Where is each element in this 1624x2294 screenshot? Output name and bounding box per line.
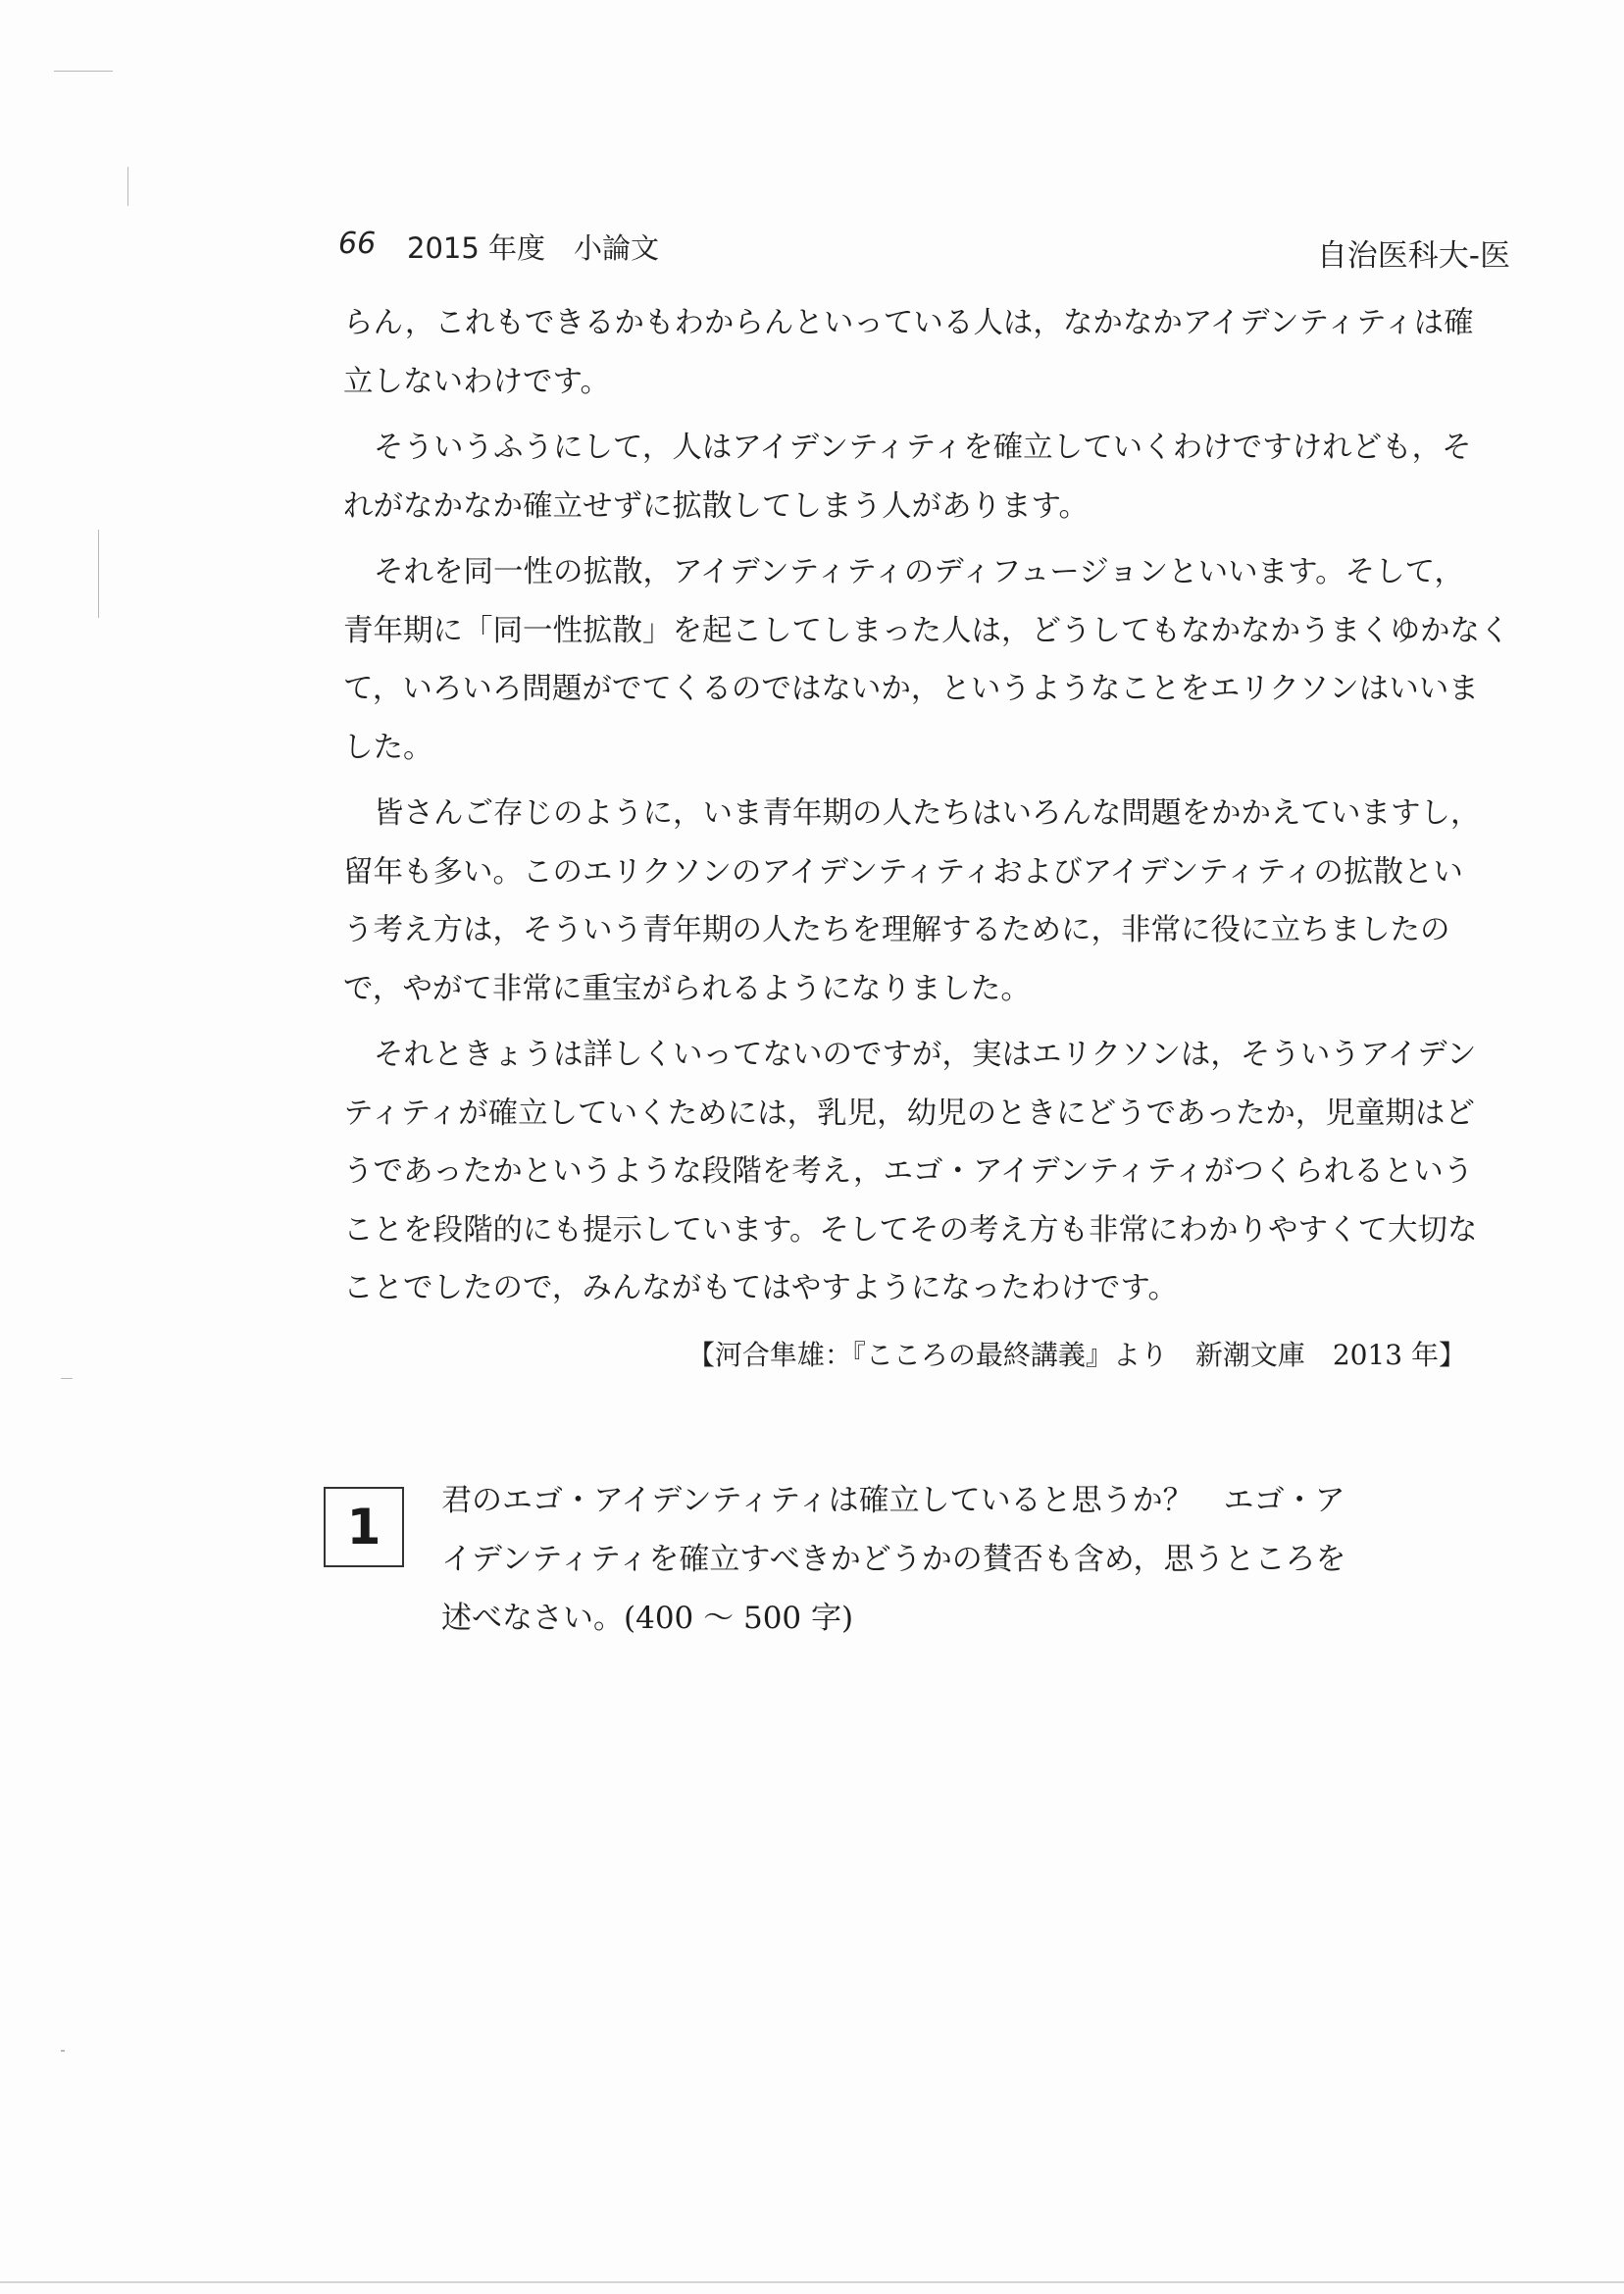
passage-line: うであったかというような段階を考え，エゴ・アイデンティティがつくられるという <box>343 1154 1474 1189</box>
question-line: イデンティティを確立すべきかどうかの賛否も含め，思うところを <box>441 1542 1346 1577</box>
page-number: 66 <box>338 227 377 261</box>
passage-line: 皆さんご存じのように，いま青年期の人たちはいろんな問題をかかえていますし， <box>374 796 1481 831</box>
passage-line: 立しないわけです。 <box>343 364 611 399</box>
passage-line: れがなかなか確立せずに拡散してしまう人があります。 <box>343 488 1090 524</box>
passage-line: した。 <box>343 730 433 765</box>
scan-artifact <box>98 530 99 618</box>
question-line: 君のエゴ・アイデンティティは確立していると思うか？ エゴ・ア <box>441 1483 1345 1518</box>
question-line: 述べなさい。(400 ～ 500 字) <box>441 1601 854 1636</box>
scan-artifact <box>127 167 128 206</box>
question-text <box>441 1471 1520 1648</box>
citation: 【河合隼雄：『こころの最終講義』より 新潮文庫 2013 年】 <box>686 1339 1466 1371</box>
passage <box>343 294 1510 1318</box>
scan-edge <box>0 2281 1624 2283</box>
passage-line: ことを段階的にも提示しています。そしてその考え方も非常にわかりやすくて大切な <box>343 1212 1478 1248</box>
passage-line: ティティが確立していくためには，乳児，幼児のときにどうであったか，児童期はど <box>343 1096 1475 1131</box>
passage-line: ことでしたので，みんながもてはやすようになったわけです。 <box>343 1271 1178 1305</box>
page-header <box>338 221 1510 274</box>
passage-line: それを同一性の拡散，アイデンティティのディフュージョンといいます。そして， <box>374 555 1465 589</box>
scan-artifact <box>61 1378 73 1379</box>
passage-line: それときょうは詳しくいってないのですが，実はエリクソンは，そういうアイデン <box>374 1038 1477 1072</box>
header-school: 自治医科大-医 <box>1316 238 1510 274</box>
scan-artifact <box>61 2050 65 2052</box>
passage-line: 青年期に「同一性拡散」を起こしてしまった人は，どうしてもなかなかうまくゆかなく <box>343 613 1510 648</box>
passage-line: そういうふうにして，人はアイデンティティを確立していくわけですけれども，そ <box>374 431 1472 465</box>
passage-line: で，やがて非常に重宝がられるようになりました。 <box>343 971 1031 1006</box>
passage-line: 留年も多い。このエリクソンのアイデンティティおよびアイデンティティの拡散とい <box>343 854 1463 890</box>
scan-artifact <box>54 71 113 72</box>
passage-line: う考え方は，そういう青年期の人たちを理解するために，非常に役に立ちましたの <box>343 913 1450 947</box>
question-number: 1 <box>324 1487 404 1567</box>
passage-line: て，いろいろ問題がでてくるのではないか，というようなことをエリクソンはいいま <box>343 672 1479 706</box>
header-title: 2015 年度 小論文 <box>407 231 660 265</box>
passage-line: らん，これもできるかもわからんといっている人は，なかなかアイデンティティは確 <box>343 306 1474 340</box>
